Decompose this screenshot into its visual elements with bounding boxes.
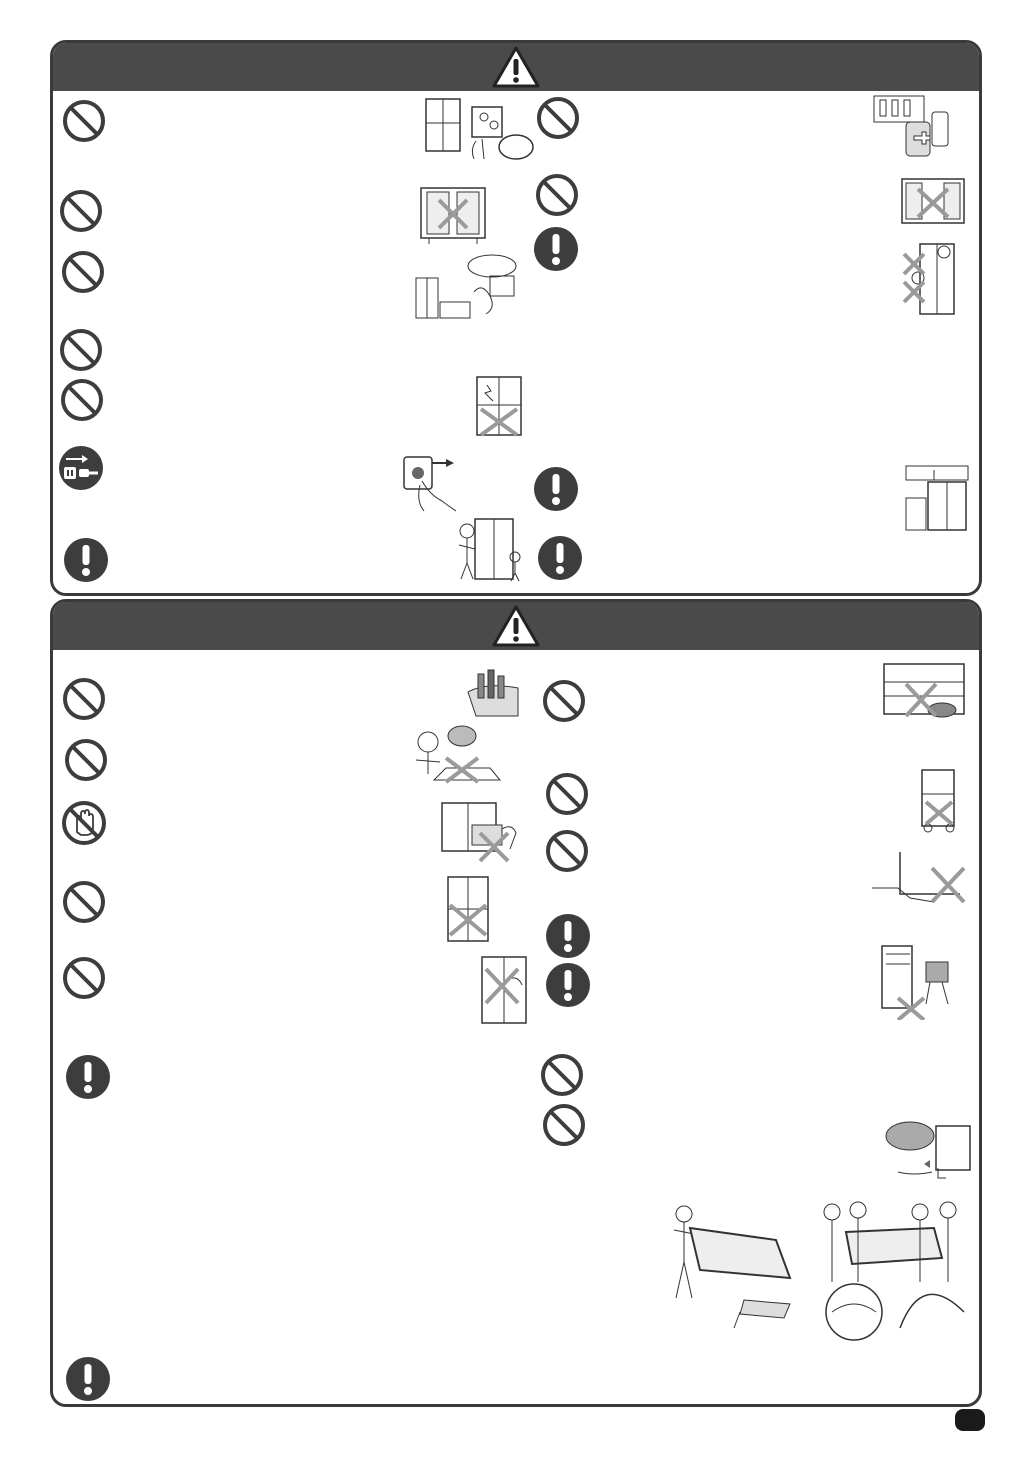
- mandatory-action-icon: [65, 1356, 111, 1402]
- panel-header: [53, 602, 979, 650]
- mandatory-action-icon: [533, 466, 579, 512]
- hand-inside-freezer-crossed-illustration: [438, 799, 520, 863]
- bottles-in-door-illustration: [466, 668, 520, 720]
- unplug-hand-illustration: [402, 451, 460, 513]
- mandatory-action-icon: [63, 537, 109, 583]
- prohibition-icon: [535, 173, 579, 217]
- fridge-on-wheels-crossed-illustration: [916, 768, 960, 834]
- open-fridge-crossed-illustration: [900, 177, 966, 229]
- four-person-lift-illustration: [812, 1200, 972, 1344]
- prohibition-icon: [61, 250, 105, 294]
- open-fridge-crossed-illustration: [419, 186, 487, 246]
- mandatory-action-icon: [545, 962, 591, 1008]
- gas-leak-illustration: [410, 252, 518, 324]
- warning-triangle-icon: [492, 46, 540, 90]
- medicine-chemicals-illustration: [868, 92, 952, 160]
- page-number-badge: [955, 1409, 985, 1431]
- person-burn-crossed-illustration: [406, 724, 504, 786]
- prohibition-icon: [545, 829, 589, 873]
- child-fridge-door-illustration: [453, 515, 525, 585]
- fridge-installed-cabinet-illustration: [904, 462, 970, 532]
- prohibition-icon: [536, 96, 580, 140]
- do-not-touch-icon: [61, 800, 107, 846]
- two-person-lift-illustration: [664, 1200, 798, 1330]
- panel-header: [53, 43, 979, 91]
- prohibition-icon: [62, 956, 106, 1000]
- fridge-hand-crossed-illustration: [444, 875, 492, 943]
- warning-triangle-icon: [492, 605, 540, 649]
- child-near-fridge-illustration: [414, 95, 534, 163]
- prohibition-icon: [60, 378, 104, 422]
- mandatory-action-icon: [533, 226, 579, 272]
- unplug-icon: [58, 445, 104, 491]
- prohibition-icon: [542, 679, 586, 723]
- shelf-item-falling-crossed-illustration: [880, 660, 970, 730]
- children-climbing-crossed-illustration: [900, 238, 960, 316]
- mandatory-action-icon: [545, 913, 591, 959]
- foot-under-fridge-crossed-illustration: [870, 848, 968, 908]
- prohibition-icon: [59, 328, 103, 372]
- prohibition-icon: [62, 677, 106, 721]
- door-pinch-crossed-illustration: [478, 955, 534, 1025]
- fridge-spark-crossed-illustration: [473, 375, 525, 437]
- mandatory-action-icon: [65, 1054, 111, 1100]
- prohibition-icon: [59, 189, 103, 233]
- prohibition-icon: [540, 1053, 584, 1097]
- mandatory-action-icon: [537, 535, 583, 581]
- prohibition-icon: [545, 772, 589, 816]
- prohibition-icon: [64, 738, 108, 782]
- prohibition-icon: [62, 99, 106, 143]
- prohibition-icon: [62, 880, 106, 924]
- prohibition-icon: [542, 1103, 586, 1147]
- feet-near-fridge-crossed-illustration: [876, 944, 956, 1020]
- level-adjust-foot-illustration: [884, 1120, 974, 1186]
